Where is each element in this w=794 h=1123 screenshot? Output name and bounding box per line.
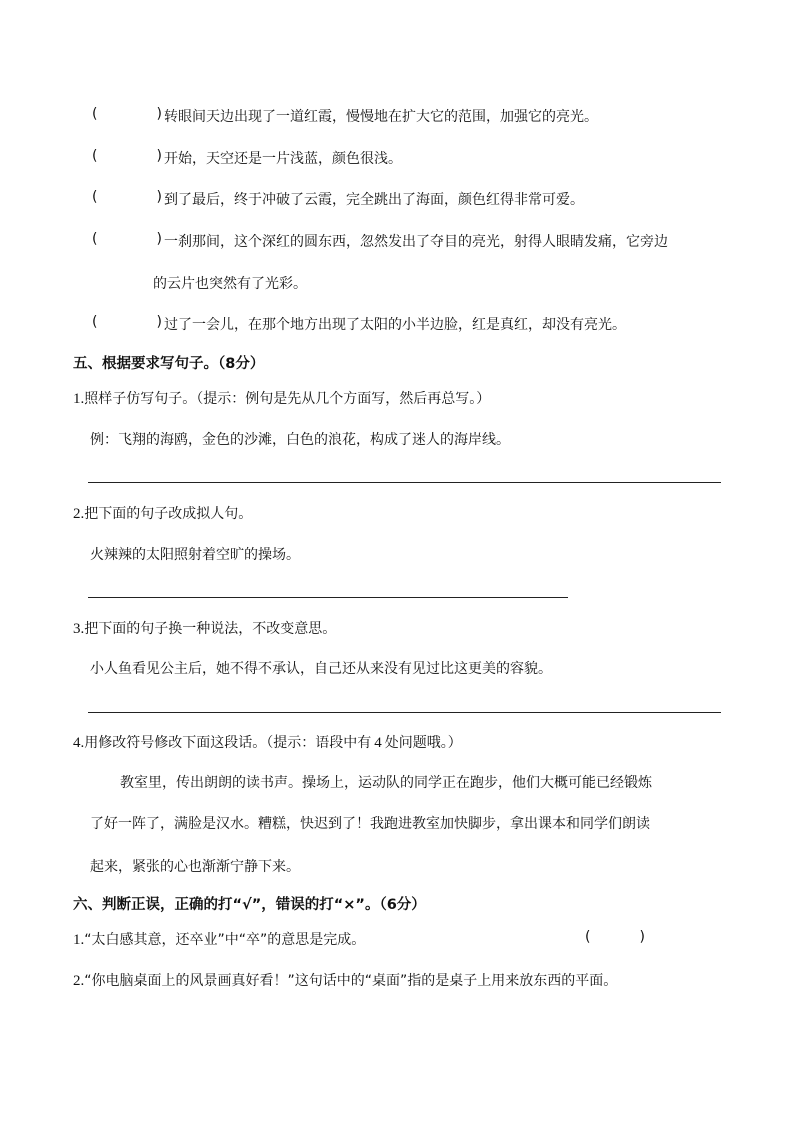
order-item (92, 314, 626, 334)
section-heading: 六、判断正误，正确的打“√”，错误的打“×”。（6分） (73, 897, 426, 913)
question-text: 照样子仿写句子。（提示：例句是先从几个方面写，然后再总写。） (84, 391, 491, 407)
order-item-continuation: 的云片也突然有了光彩。 (153, 276, 307, 292)
question-4 (73, 732, 462, 752)
answer-line[interactable] (88, 597, 568, 598)
judge-question-1 (73, 929, 365, 949)
answer-line[interactable] (88, 712, 721, 713)
paragraph-line: 了好一阵了，满脸是汉水。糟糕，快迟到了！我跑进教室加快脚步，拿出课本和同学们朗读 (90, 816, 650, 832)
section-heading: 五、根据要求写句子。（8分） (73, 356, 265, 372)
question-text: 用修改符号修改下面这段话。（提示：语段中有 (84, 735, 372, 751)
question-1 (73, 388, 490, 408)
answer-parentheses[interactable]: ( ) (585, 929, 645, 945)
question-text: “太白感其意，还卒业”中“卒”的意思是完成。 (84, 932, 366, 948)
order-item-text: 过了一会儿，在那个地方出现了太阳的小半边脸，红是真红，却没有亮光。 (164, 317, 626, 333)
judge-question-2 (73, 970, 617, 990)
order-item-text: 一刹那间，这个深红的圆东西，忽然发出了夺目的亮光，射得人眼睛发痛，它旁边 (164, 234, 668, 250)
order-item (92, 231, 668, 251)
question-number: 3. (73, 621, 85, 637)
problem-count: 4 (374, 735, 382, 751)
question-number: 2. (73, 506, 85, 522)
given-sentence: 火辣辣的太阳照射着空旷的操场。 (90, 547, 300, 563)
order-item (92, 106, 598, 126)
question-number: 4. (73, 735, 85, 751)
question-text: 把下面的句子改成拟人句。 (84, 506, 253, 522)
order-item-text: 到了最后，终于冲破了云霞，完全跳出了海面，颜色红得非常可爱。 (164, 192, 584, 208)
answer-parentheses[interactable]: ( ) (92, 231, 162, 247)
order-item (92, 148, 402, 168)
question-number: 2. (73, 973, 85, 989)
question-text: 处问题哦。） (384, 735, 462, 751)
given-sentence: 小人鱼看见公主后，她不得不承认，自己还从来没有见过比这更美的容貌。 (90, 661, 552, 677)
question-number: 1. (73, 391, 85, 407)
order-item (92, 189, 584, 209)
question-2 (73, 503, 252, 523)
answer-parentheses[interactable]: ( ) (92, 189, 162, 205)
order-item-text: 开始，天空还是一片浅蓝，颜色很浅。 (164, 151, 402, 167)
question-text: 把下面的句子换一种说法，不改变意思。 (84, 621, 337, 637)
answer-line[interactable] (88, 482, 721, 483)
question-number: 1. (73, 932, 85, 948)
order-item-text: 转眼间天边出现了一道红霞，慢慢地在扩大它的范围，加强它的亮光。 (164, 109, 598, 125)
example-sentence: 例：飞翔的海鸥，金色的沙滩，白色的浪花，构成了迷人的海岸线。 (90, 432, 510, 448)
paragraph-line: 起来，紧张的心也渐渐宁静下来。 (90, 859, 300, 875)
answer-parentheses[interactable]: ( ) (92, 148, 162, 164)
question-3 (73, 618, 336, 638)
paragraph-line: 教室里，传出朗朗的读书声。操场上，运动队的同学正在跑步，他们大概可能已经锻炼 (120, 775, 652, 791)
question-text: “你电脑桌面上的风景画真好看！”这句话中的“桌面”指的是桌子上用来放东西的平面。 (84, 973, 618, 989)
answer-parentheses[interactable]: ( ) (92, 314, 162, 330)
answer-parentheses[interactable]: ( ) (92, 106, 162, 122)
